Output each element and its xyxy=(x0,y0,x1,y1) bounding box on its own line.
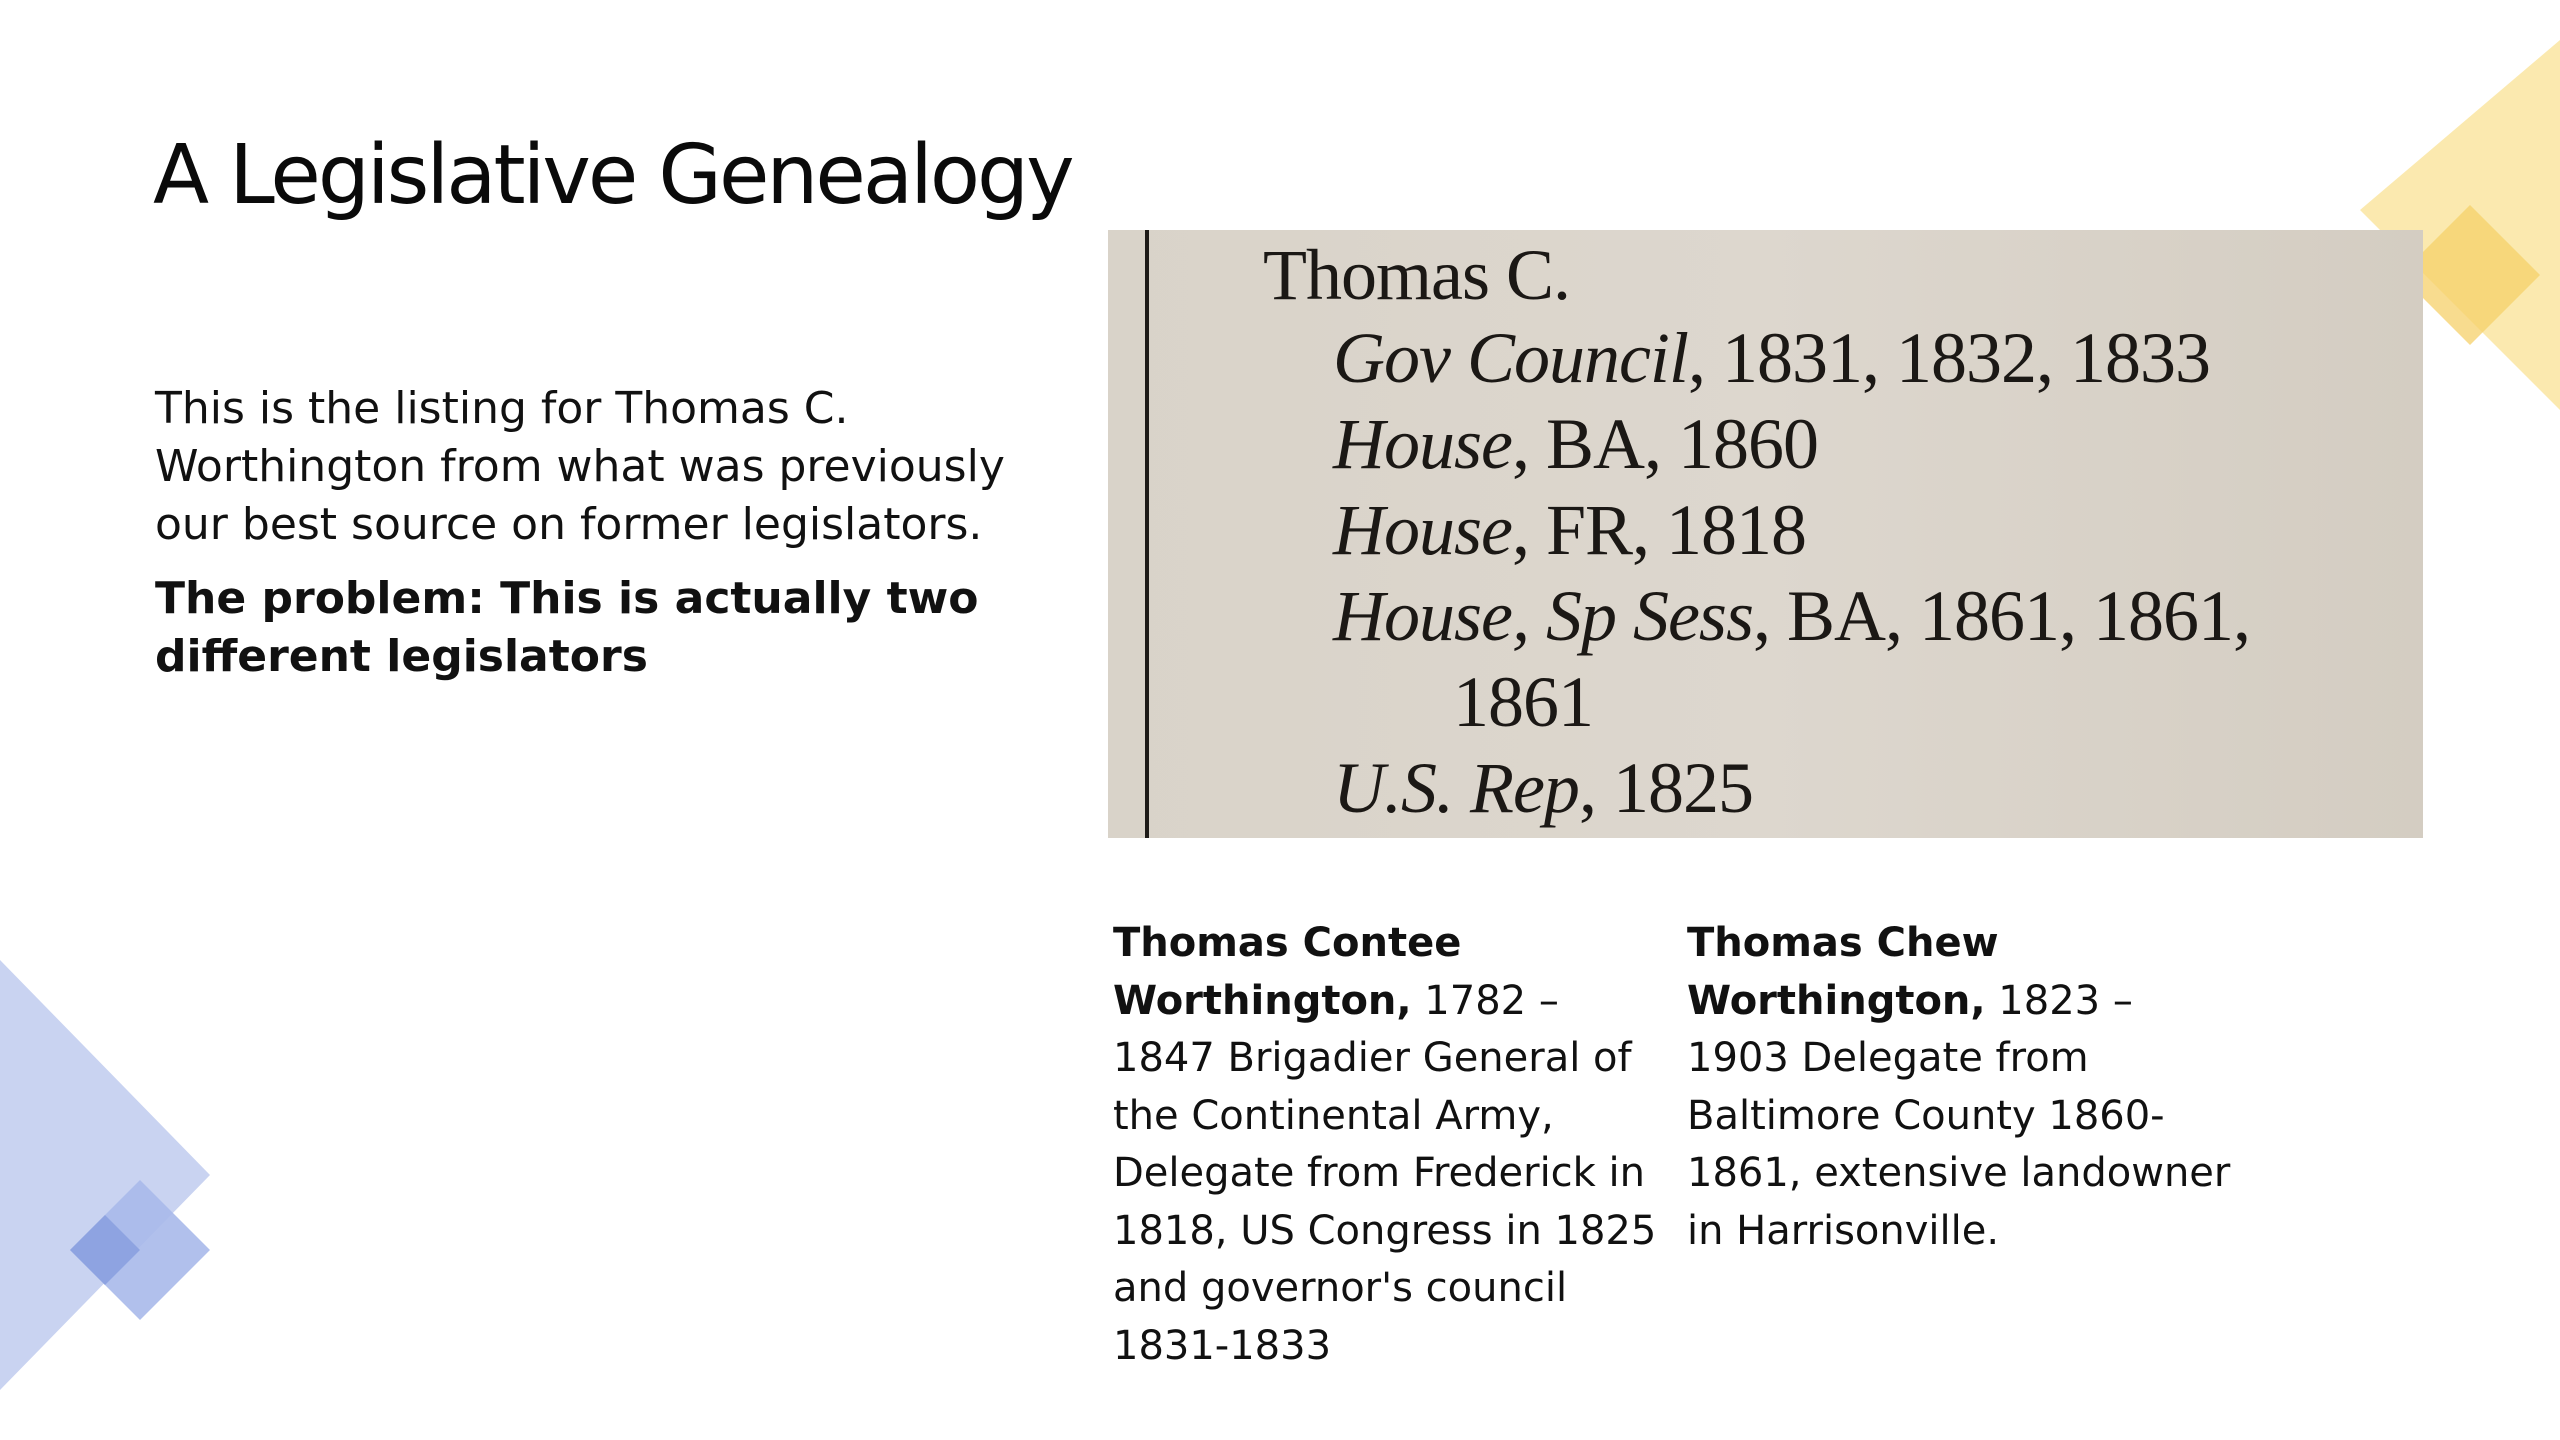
clipping-entry xyxy=(1333,317,2210,400)
clipping-entry-detail: , BA, 1860 xyxy=(1511,404,1819,484)
directory-clipping-image xyxy=(1108,230,2423,838)
clipping-entry xyxy=(1333,489,1806,572)
clipping-entry-detail: , 1831, 1832, 1833 xyxy=(1687,318,2210,398)
clipping-entry-detail: , 1825 xyxy=(1578,748,1753,828)
bio-thomas-contee xyxy=(1113,915,1658,1375)
clipping-entry-role: House xyxy=(1333,404,1512,484)
bio-description: Brigadier General of the Continental Army, Delegate from Frederick in 1818, US Congress in 1825 and governor's council 1831-1833 xyxy=(1113,1035,1657,1369)
bio-dates: 1782 – 1847 xyxy=(1113,977,1559,1081)
problem-statement: The problem: This is actually two different legislators xyxy=(155,573,979,682)
clipping-heading: Thomas C. xyxy=(1263,235,1570,315)
clipping-entry-detail: 1861 xyxy=(1453,662,1593,742)
clipping-entry-detail: , BA, 1861, 1861, xyxy=(1752,576,2250,656)
bio-name: Thomas Chew Worthington, xyxy=(1687,920,1999,1024)
clipping-entry-role: House xyxy=(1333,490,1512,570)
intro-text-block xyxy=(155,380,1035,702)
bio-dates: 1823 – 1903 xyxy=(1687,977,2133,1081)
clipping-entry xyxy=(1333,403,1818,486)
clipping-entry xyxy=(1333,747,1753,830)
decorative-blue-diamonds xyxy=(0,960,220,1400)
intro-paragraph: This is the listing for Thomas C. Worthington from what was previously our best source on former legislators. xyxy=(155,383,1005,550)
clipping-entry-detail: , FR, 1818 xyxy=(1511,490,1807,570)
bio-description: Delegate from Baltimore County 1860-1861, extensive landowner in Harrisonville. xyxy=(1687,1035,2231,1254)
clipping-entry-continuation xyxy=(1453,661,1593,744)
clipping-entry xyxy=(1333,575,2250,658)
bio-name: Thomas Contee Worthington, xyxy=(1113,920,1462,1024)
bio-thomas-chew xyxy=(1687,915,2247,1260)
clipping-margin-rule xyxy=(1145,230,1149,838)
clipping-entry-role: U.S. Rep xyxy=(1333,748,1579,828)
slide-title: A Legislative Genealogy xyxy=(153,128,1072,223)
clipping-entry-role: Gov Council xyxy=(1333,318,1688,398)
clipping-entry-role: House, Sp Sess xyxy=(1333,576,1753,656)
